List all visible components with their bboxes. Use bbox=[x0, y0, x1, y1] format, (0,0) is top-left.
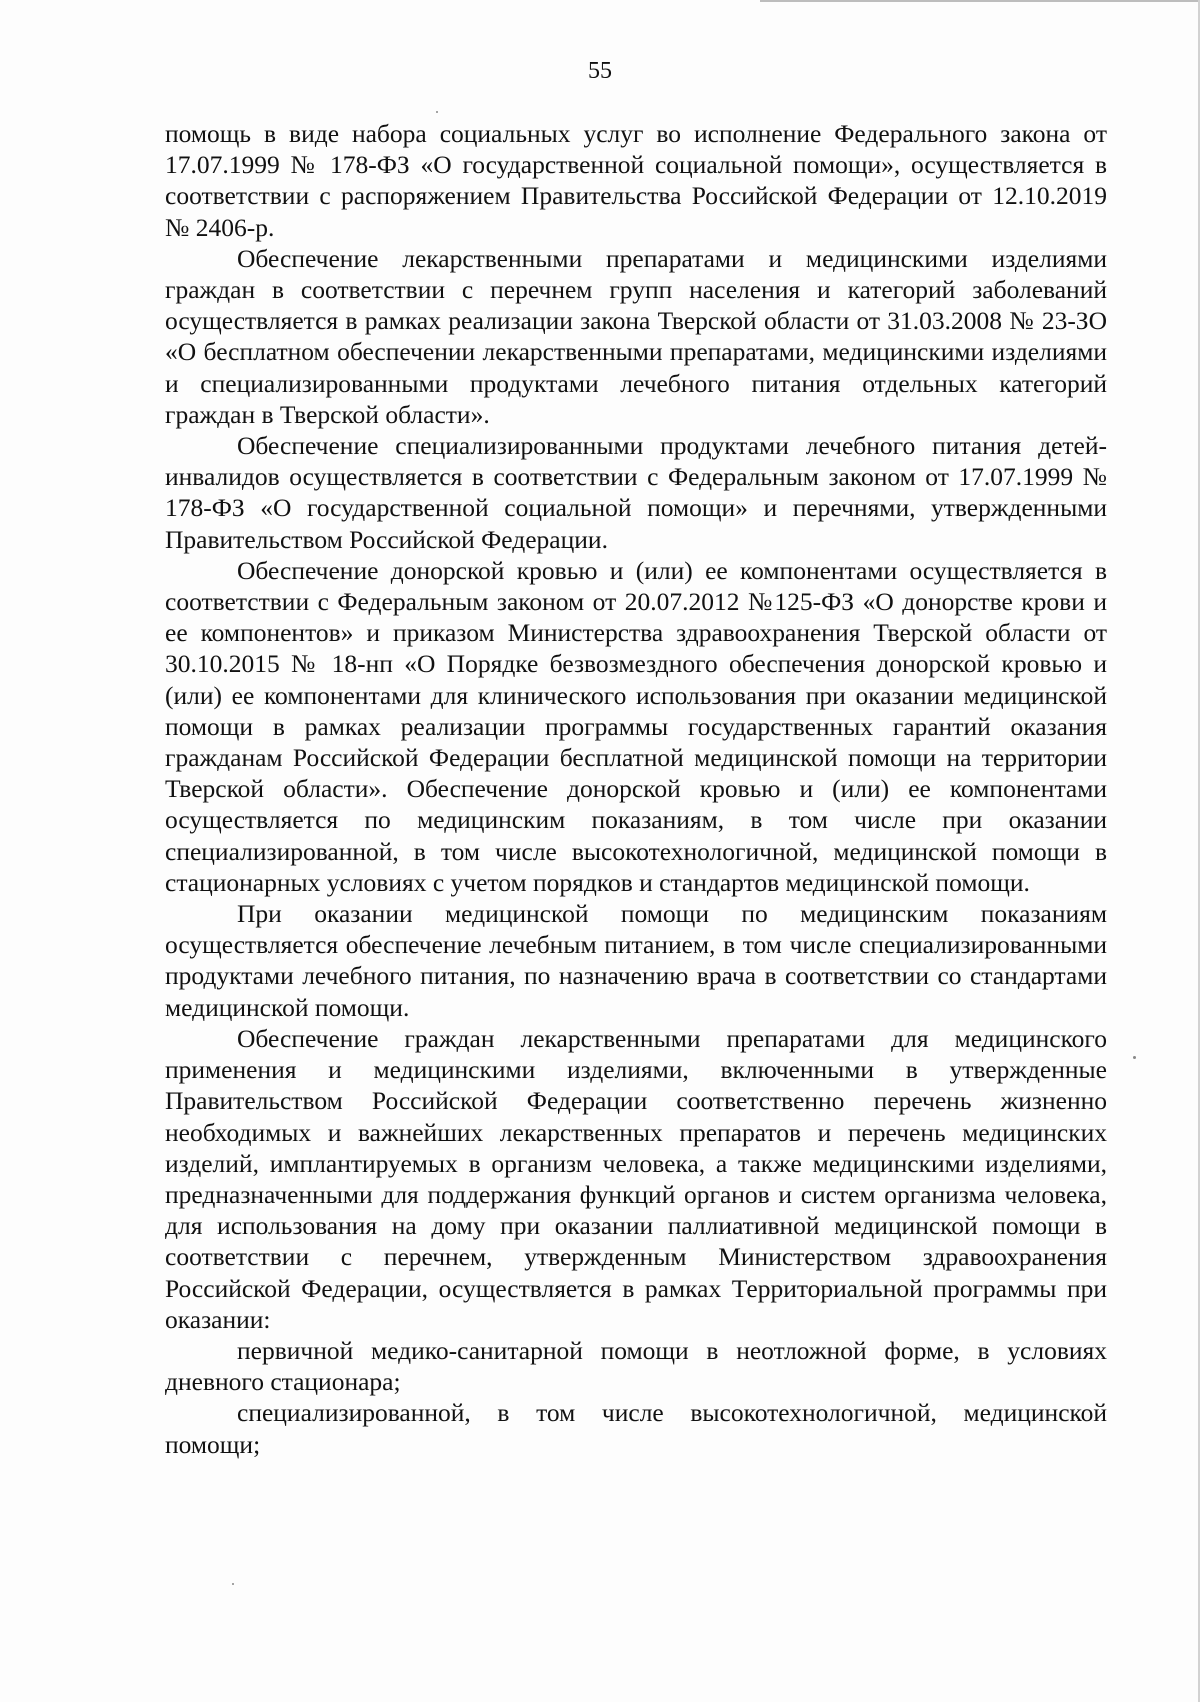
scan-speck bbox=[232, 1583, 234, 1585]
paragraph-primary-care: первичной медико-санитарной помощи в неотложной форме, в условиях дневного стационара; bbox=[165, 1335, 1107, 1397]
paragraph-palliative-care: Обеспечение граждан лекарственными препаратами для медицинского применения и медицинскими изделиями, включенными в утвержденные Правительством Российской Федерации соответственно перечень жизненно необходимых и важнейших лекарственных препаратов и перечень медицинских изделий, имплантируемых в организм человека, а также медицинскими изделиями, предназначенными для поддержания функций органов и систем организма человека, для использования на дому при оказании паллиативной медицинской помощи в соответствии с перечнем, утвержденным Министерством здравоохранения Российской Федерации, осуществляется в рамках Территориальной программы при оказании: bbox=[165, 1023, 1107, 1334]
paragraph-specialized-care: специализированной, в том числе высокотехнологичной, медицинской помощи; bbox=[165, 1398, 1107, 1459]
scan-speck bbox=[1133, 1056, 1136, 1059]
document-body bbox=[165, 118, 1107, 1460]
paragraph-medicines-provision: Обеспечение лекарственными препаратами и медицинскими изделиями граждан в соответствии с перечнем групп населения и категорий заболеваний осуществляется в рамках реализации закона Тверской области от 31.03.2008 № 23-ЗО «О бесплатном обеспечении лекарственными препаратами, медицинскими изделиями и специализированными продуктами лечебного питания отдельных категорий граждан в Тверской области». bbox=[165, 243, 1107, 429]
paragraph-donor-blood: Обеспечение донорской кровью и (или) ее компонентами осуществляется в соответствии с Федеральным законом от 20.07.2012 №125-ФЗ «О донорстве крови и ее компонентов» и приказом Министерства здравоохранения Тверской области от 30.10.2015 № 18-нп «О Порядке безвозмездного обеспечения донорской кровью и (или) ее компонентами для клинического использования при оказании медицинской помощи в рамках реализации программы государственных гарантий оказания гражданам Российской Федерации бесплатной медицинской помощи на территории Тверской области». Обеспечение донорской кровью и (или) ее компонентами осуществляется по медицинским показаниям, в том числе при оказании специализированной, в том числе высокотехнологичной, медицинской помощи в стационарных условиях с учетом порядков и стандартов медицинской помощи. bbox=[165, 555, 1107, 897]
page-number: 55 bbox=[588, 58, 612, 84]
paragraph-social-services: помощь в виде набора социальных услуг во исполнение Федерального закона от 17.07.1999 № 178-ФЗ «О государственной социальной помощи», осуществляется в соответствии с распоряжением Правительства Российской Федерации от 12.10.2019 № 2406-р. bbox=[165, 119, 1107, 242]
paragraph-therapeutic-nutrition-children: Обеспечение специализированными продуктами лечебного питания детей-инвалидов осуществляется в соответствии с Федеральным законом от 17.07.1999 № 178-ФЗ «О государственной социальной помощи» и перечнями, утвержденными Правительством Российской Федерации. bbox=[165, 431, 1107, 554]
paragraph-therapeutic-nutrition: При оказании медицинской помощи по медицинским показаниям осуществляется обеспечение лечебным питанием, в том числе специализированными продуктами лечебного питания, по назначению врача в соответствии со стандартами медицинской помощи. bbox=[165, 899, 1107, 1022]
scan-edge-top bbox=[760, 0, 1200, 2]
scan-speck bbox=[436, 111, 438, 113]
